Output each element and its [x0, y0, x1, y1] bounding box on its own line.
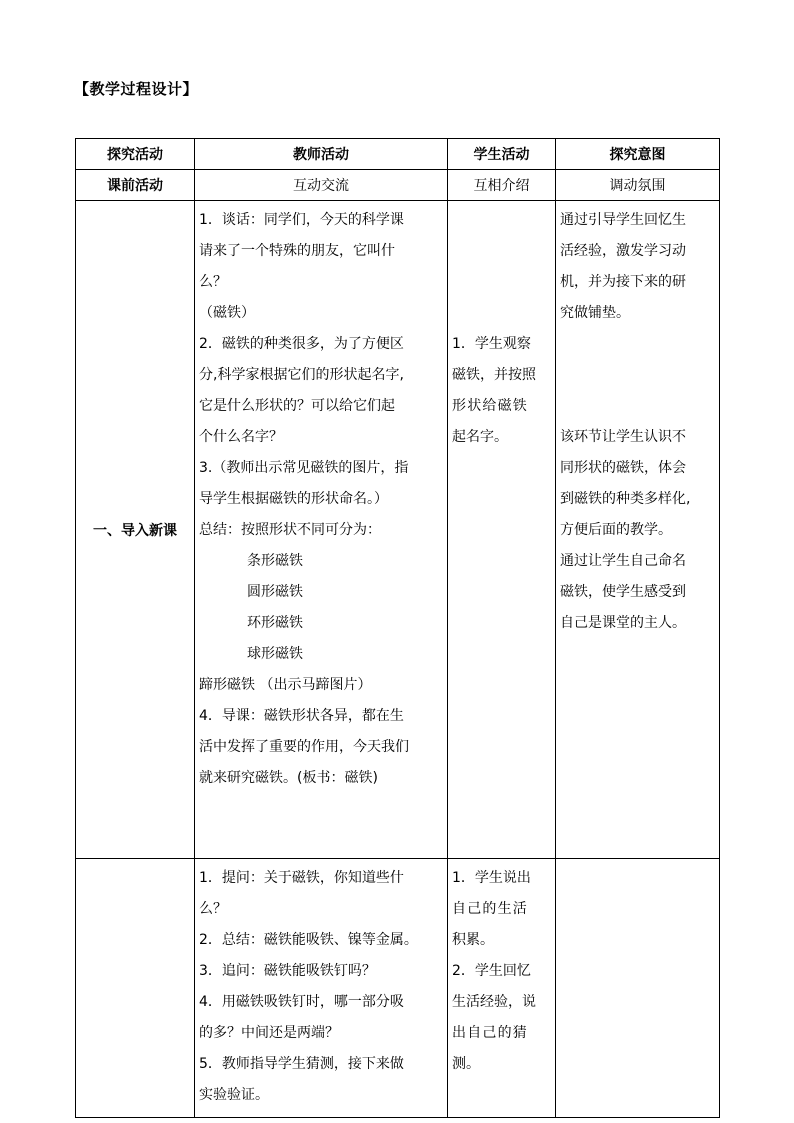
- text-line: 条形磁铁: [247, 553, 303, 569]
- second-student-lines: [452, 859, 551, 1086]
- text-line: 磁铁，并按照: [452, 367, 536, 383]
- table-header-row: [76, 139, 720, 170]
- text-line: 蹄形磁铁 （出示马蹄图片）: [199, 677, 372, 693]
- text-line: 起名字。: [452, 429, 508, 445]
- page-heading: 【教学过程设计】: [74, 80, 199, 98]
- text-line: 磁铁，使学生感受到: [560, 584, 686, 600]
- blank-line: [560, 329, 715, 360]
- pre-class-intent: 调动氛围: [556, 170, 720, 201]
- text-line: 么？: [199, 901, 227, 917]
- text-line: 球形磁铁: [247, 646, 303, 662]
- text-line: 出自己的猜: [452, 1025, 528, 1041]
- text-line: 的多？中间还是两端？: [199, 1025, 339, 1041]
- blank-line: [452, 236, 551, 267]
- text-line: 生活经验，说: [452, 994, 536, 1010]
- text-line: 自己是课堂的主人。: [560, 615, 686, 631]
- blank-line: [452, 298, 551, 329]
- intro-stage-label: 一、导入新课: [76, 201, 195, 859]
- table-row-second: [76, 859, 720, 1118]
- text-line: 机，并为接下来的研: [560, 274, 686, 290]
- pre-class-label: 课前活动: [76, 170, 195, 201]
- header-activity: 探究活动: [76, 139, 195, 170]
- intro-intent-lines: [560, 201, 715, 645]
- text-line: 3．追问：磁铁能吸铁钉吗？: [199, 963, 376, 979]
- text-line: 1．提问：关于磁铁，你知道些什: [199, 870, 404, 886]
- text-line: 1．学生说出: [452, 870, 531, 886]
- text-line: 活中发挥了重要的作用，今天我们: [199, 739, 409, 755]
- teaching-process-table: [75, 138, 720, 1118]
- intro-student-cell: [448, 201, 556, 859]
- table-row-pre-class: [76, 170, 720, 201]
- text-line: 请来了一个特殊的朋友，它叫什: [199, 243, 395, 259]
- text-line: 测。: [452, 1056, 480, 1072]
- blank-line: [452, 267, 551, 298]
- text-line: 就来研究磁铁。(板书：磁铁): [199, 770, 378, 786]
- text-line: （磁铁）: [199, 305, 255, 321]
- text-line: 形状给磁铁: [452, 398, 528, 414]
- text-line: 2．学生回忆: [452, 963, 531, 979]
- text-line: 活经验，激发学习动: [560, 243, 686, 259]
- text-line: 方便后面的教学。: [560, 522, 672, 538]
- text-line: 1．谈话：同学们，今天的科学课: [199, 212, 404, 228]
- text-line: 4．导课：磁铁形状各异，都在生: [199, 708, 404, 724]
- text-line: 3.（教师出示常见磁铁的图片，指: [199, 460, 409, 476]
- text-line: 圆形磁铁: [247, 584, 303, 600]
- text-line: 环形磁铁: [247, 615, 303, 631]
- pre-class-student: 互相介绍: [448, 170, 556, 201]
- text-line: 它是什么形状的？可以给它们起: [199, 398, 395, 414]
- text-line: 实验验证。: [199, 1087, 269, 1103]
- intro-teacher-cell: [195, 201, 448, 859]
- text-line: 同形状的磁铁，体会: [560, 460, 686, 476]
- intro-student-lines: [452, 201, 551, 459]
- text-line: 究做铺垫。: [560, 305, 630, 321]
- text-line: 通过让学生自己命名: [560, 553, 686, 569]
- text-line: 导学生根据磁铁的形状命名。）: [199, 491, 388, 507]
- text-line: 2．磁铁的种类很多，为了方便区: [199, 336, 404, 352]
- second-teacher-lines: [199, 859, 443, 1117]
- text-line: 自己的生活: [452, 901, 528, 917]
- second-teacher-cell: [195, 859, 448, 1118]
- text-line: 么？: [199, 274, 227, 290]
- table-row-intro: [76, 201, 720, 859]
- intro-intent-cell: [556, 201, 720, 859]
- header-intent: 探究意图: [556, 139, 720, 170]
- blank-line: [452, 205, 551, 236]
- text-line: 4．用磁铁吸铁钉时，哪一部分吸: [199, 994, 404, 1010]
- blank-line: [560, 391, 715, 422]
- text-line: 个什么名字？: [199, 429, 283, 445]
- second-intent-cell: [556, 859, 720, 1118]
- text-line: 5．教师指导学生猜测，接下来做: [199, 1056, 404, 1072]
- text-line: 该环节让学生认识不: [560, 429, 686, 445]
- text-line: 1．学生观察: [452, 336, 531, 352]
- text-line: 2．总结：磁铁能吸铁、镍等金属。: [199, 932, 418, 948]
- second-stage-label: [76, 859, 195, 1118]
- text-line: 通过引导学生回忆生: [560, 212, 686, 228]
- second-student-cell: [448, 859, 556, 1118]
- header-teacher: 教师活动: [195, 139, 448, 170]
- text-line: 到磁铁的种类多样化,: [560, 491, 691, 507]
- intro-teacher-lines: [199, 201, 443, 800]
- text-line: 积累。: [452, 932, 494, 948]
- blank-line: [560, 360, 715, 391]
- text-line: 分,科学家根据它们的形状起名字,: [199, 367, 404, 383]
- pre-class-teacher: 互动交流: [195, 170, 448, 201]
- header-student: 学生活动: [448, 139, 556, 170]
- text-line: 总结：按照形状不同可分为：: [199, 522, 381, 538]
